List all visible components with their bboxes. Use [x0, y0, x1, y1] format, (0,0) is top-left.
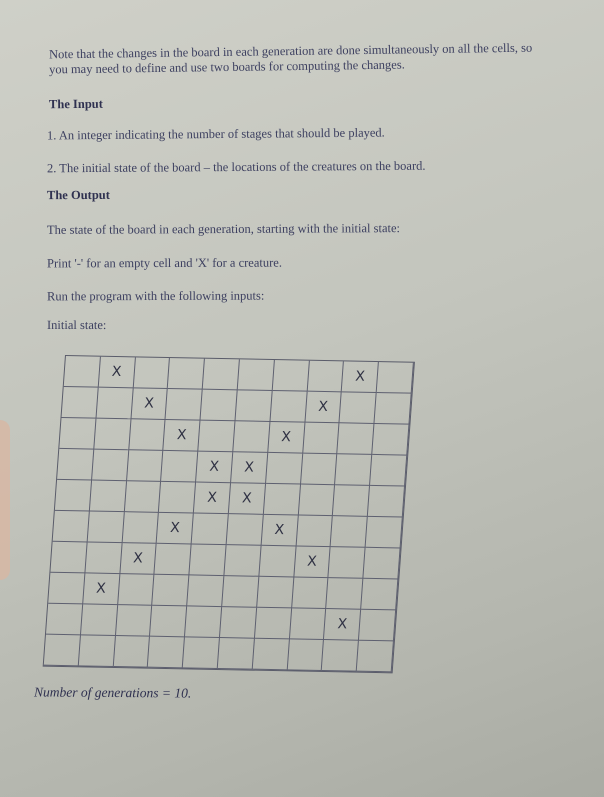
- board-cell-empty: [357, 641, 394, 673]
- output-line-1: The state of the board in each generation, starting with the initial state:: [46, 221, 401, 237]
- board-cell-empty: [53, 511, 90, 543]
- board-cell-creature: X: [305, 392, 342, 424]
- board-cell-empty: [55, 480, 92, 512]
- input-item-1: 1. An integer indicating the number of stages that should be played.: [46, 125, 385, 143]
- board-cell-empty: [64, 356, 101, 388]
- board-cell-empty: [303, 423, 340, 455]
- board-cell-empty: [372, 424, 409, 456]
- board-cell-empty: [187, 575, 224, 607]
- board-cell-empty: [289, 608, 326, 640]
- note-line-2: you may need to define and use two boards for computing the changes.: [48, 57, 405, 77]
- board-cell-empty: [233, 421, 270, 453]
- board-cell-empty: [153, 575, 190, 607]
- board-cell-empty: [124, 481, 161, 513]
- board-cell-empty: [222, 576, 259, 608]
- run-instruction: Run the program with the following inputs:: [46, 288, 265, 304]
- board-cell-empty: [377, 362, 414, 394]
- board-cell-empty: [335, 454, 372, 486]
- board-cell-empty: [87, 512, 124, 544]
- board-cell-empty: [322, 640, 359, 672]
- board-cell-creature: X: [196, 452, 233, 484]
- board-cell-empty: [190, 544, 227, 576]
- input-heading: The Input: [48, 96, 103, 112]
- board-cell-empty: [94, 419, 131, 451]
- board-cell-creature: X: [342, 361, 379, 393]
- board-cell-empty: [287, 639, 324, 671]
- board-cell-empty: [266, 453, 303, 485]
- board-cell-creature: X: [194, 483, 231, 515]
- board-cell-empty: [292, 577, 329, 609]
- board-cell-empty: [159, 482, 196, 514]
- generations-count: Number of generations = 10.: [33, 684, 192, 701]
- board-cell-empty: [333, 485, 370, 517]
- output-heading: The Output: [46, 187, 110, 203]
- board-cell-empty: [326, 578, 363, 610]
- board-cell-empty: [227, 514, 264, 546]
- board-cell-empty: [235, 390, 272, 422]
- board-cell-empty: [375, 393, 412, 425]
- board-cell-empty: [118, 574, 155, 606]
- board-cell-empty: [359, 610, 396, 642]
- board-cell-empty: [81, 604, 118, 636]
- board-cell-empty: [57, 449, 94, 481]
- board-cell-empty: [252, 639, 289, 671]
- board-cell-creature: X: [164, 420, 201, 452]
- input-item-2: 2. The initial state of the board – the locations of the creatures on the board.: [46, 158, 426, 176]
- board-cell-creature: X: [120, 543, 157, 575]
- board-cell-empty: [257, 577, 294, 609]
- board-cell-empty: [272, 360, 309, 392]
- board-grid: [43, 355, 415, 673]
- board-cell-creature: X: [268, 422, 305, 454]
- board-cell-creature: X: [324, 609, 361, 641]
- board-cell-empty: [46, 604, 83, 636]
- board-cell-empty: [150, 606, 187, 638]
- initial-state-label: Initial state:: [46, 317, 107, 333]
- board-cell-empty: [340, 392, 377, 424]
- board-cell-empty: [203, 359, 240, 391]
- board-cell-empty: [368, 486, 405, 518]
- board-cell-empty: [364, 548, 401, 580]
- board-cell-creature: X: [83, 573, 120, 605]
- board-cell-creature: X: [294, 546, 331, 578]
- board-cell-empty: [331, 516, 368, 548]
- board-cell-empty: [301, 454, 338, 486]
- board-cell-empty: [127, 450, 164, 482]
- board-cell-empty: [155, 544, 192, 576]
- board-cell-empty: [338, 423, 375, 455]
- board-cell-empty: [50, 542, 87, 574]
- board-cell-empty: [113, 636, 150, 668]
- board-cell-empty: [307, 361, 344, 393]
- board-cell-empty: [238, 359, 275, 391]
- board-cell-empty: [148, 637, 185, 669]
- board-cell-empty: [59, 418, 96, 450]
- board-cell-empty: [185, 606, 222, 638]
- board-cell-empty: [96, 388, 133, 420]
- board-cell-empty: [168, 358, 205, 390]
- board-cell-empty: [361, 579, 398, 611]
- board-cell-empty: [198, 421, 235, 453]
- board-cell-creature: X: [261, 515, 298, 547]
- board-cell-empty: [122, 512, 159, 544]
- board-cell-empty: [79, 635, 116, 667]
- board-cell-empty: [298, 485, 335, 517]
- board-cell-empty: [255, 608, 292, 640]
- board-cell-empty: [270, 391, 307, 423]
- board-cell-creature: X: [131, 388, 168, 420]
- board-cell-empty: [92, 450, 129, 482]
- board-cell-empty: [264, 484, 301, 516]
- board-cell-empty: [201, 390, 238, 422]
- board-cell-creature: X: [231, 452, 268, 484]
- board-cell-empty: [218, 638, 255, 670]
- board-cell-empty: [85, 542, 122, 574]
- board-cell-empty: [366, 517, 403, 549]
- board-cell-empty: [161, 451, 198, 483]
- board-cell-empty: [90, 481, 127, 513]
- board-cell-empty: [61, 387, 98, 419]
- board-cell-empty: [192, 514, 229, 546]
- board-cell-empty: [329, 547, 366, 579]
- board-cell-empty: [259, 546, 296, 578]
- board-cell-empty: [224, 545, 261, 577]
- output-line-2: Print '-' for an empty cell and 'X' for a creature.: [46, 255, 282, 271]
- board-cell-empty: [44, 635, 81, 667]
- board-cell-empty: [220, 607, 257, 639]
- board-cell-empty: [129, 419, 166, 451]
- board-cell-creature: X: [157, 513, 194, 545]
- board-cell-empty: [370, 455, 407, 487]
- board-cell-empty: [133, 357, 170, 389]
- note-line-1: Note that the changes in the board in each generation are done simultaneously on all the cells, so: [48, 40, 533, 62]
- board-cell-empty: [48, 573, 85, 605]
- board-cell-creature: X: [229, 483, 266, 515]
- board-cell-empty: [183, 637, 220, 669]
- board-cell-creature: X: [98, 357, 135, 389]
- board-cell-empty: [296, 516, 333, 548]
- board-cell-empty: [116, 605, 153, 637]
- board-cell-empty: [166, 389, 203, 421]
